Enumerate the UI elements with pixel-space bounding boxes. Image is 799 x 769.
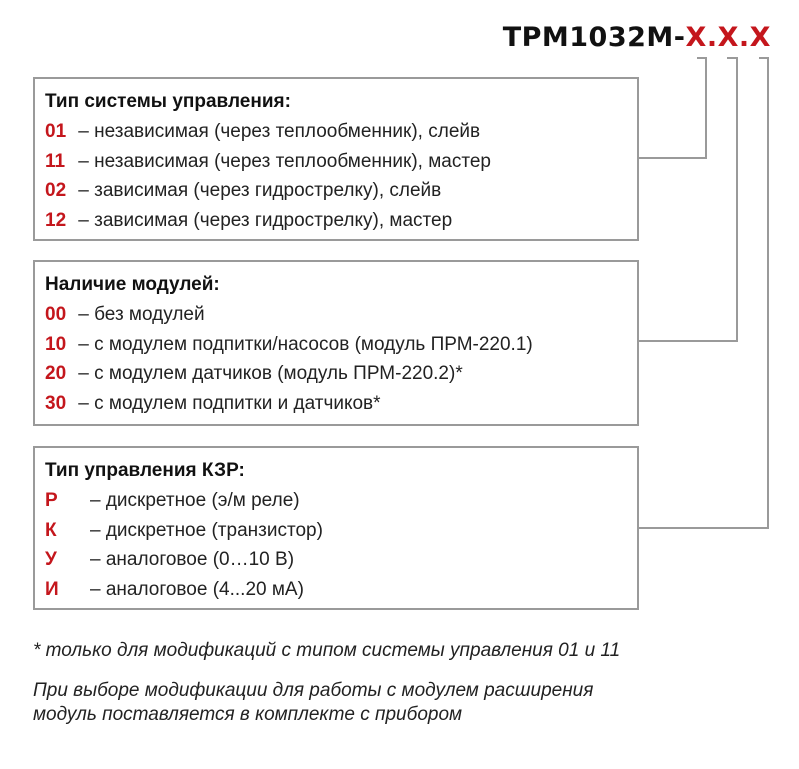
option-code: К [45,519,57,541]
option-code: 01 [45,121,67,142]
option-row [45,359,627,389]
placeholder-2: X [717,22,739,53]
option-code: 12 [45,209,67,231]
option-code: 00 [45,304,67,325]
placeholder-separator: . [706,22,718,53]
option-text: – независимая (через теплообменник), слейв [78,121,481,142]
option-code: 10 [45,333,67,355]
option-code: И [45,578,59,600]
info-line: При выборе модификации для работы с модулем расширения [33,680,594,701]
option-row [45,176,627,206]
option-row [45,545,627,575]
option-code: 20 [45,363,67,384]
control-system-type-box [33,77,639,241]
valve-control-type-box [33,446,639,610]
option-row [45,117,627,147]
info-line: модуль поставляется в комплекте с прибором [33,704,463,725]
connector-1 [639,58,706,158]
option-code: Р [45,490,58,511]
info-note [33,679,593,727]
option-text: – зависимая (через гидрострелку), слейв [78,180,442,201]
option-text: – с модулем датчиков (модуль ПРМ-220.2)* [78,363,463,384]
footnote: * только для модификаций с типом системы управления 01 и 11 [33,640,621,661]
option-text: – независимая (через теплообменник), мастер [78,150,491,172]
group-heading: Тип управления КЗР: [45,460,245,481]
option-code: 11 [45,150,66,172]
option-text: – дискретное (транзистор) [90,519,323,541]
modules-box [33,260,639,426]
option-row [45,516,627,546]
option-text: – зависимая (через гидрострелку), мастер [78,209,453,231]
option-code: 30 [45,392,67,414]
option-code: 02 [45,180,67,201]
placeholder-1: X [685,22,707,53]
option-row [45,206,627,236]
connector-3 [639,58,768,528]
option-row [45,575,627,605]
option-code: У [45,549,57,570]
placeholder-3: X [749,22,771,53]
option-text: – аналоговое (4...20 мА) [90,578,304,600]
group-heading: Тип системы управления: [45,91,291,112]
option-row [45,147,627,177]
option-text: – аналоговое (0…10 В) [90,549,295,570]
group-heading: Наличие модулей: [45,274,220,295]
option-text: – дискретное (э/м реле) [90,490,300,511]
placeholder-separator: . [738,22,750,53]
option-row [45,486,627,516]
option-text: – с модулем подпитки/насосов (модуль ПРМ-220.1) [78,333,533,355]
option-text: – без модулей [78,304,205,325]
connector-2 [639,58,737,341]
option-row [45,300,627,330]
option-text: – с модулем подпитки и датчиков* [78,392,381,414]
option-row [45,389,627,419]
option-row [45,330,627,360]
model-prefix: ТРМ1032М- [502,22,686,53]
